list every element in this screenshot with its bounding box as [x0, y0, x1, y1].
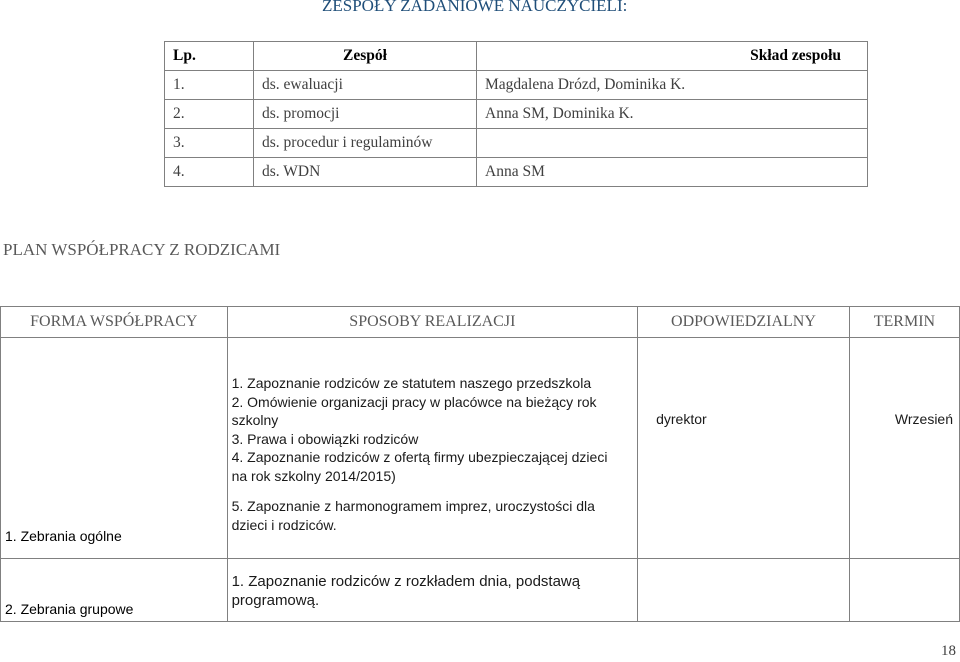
spacer	[232, 485, 634, 497]
teams-heading: ZESPOŁY ZADANIOWE NAUCZYCIELI:	[322, 0, 628, 15]
cell-lp: 2.	[165, 100, 254, 129]
plan-heading: PLAN WSPÓŁPRACY Z RODZICAMI	[3, 240, 281, 259]
list-item: 1. Zapoznanie rodziców z rozkładem dnia, podstawą	[231, 573, 581, 590]
list-item: programową.	[231, 591, 320, 609]
list-item: 2. Omówienie organizacji pracy w placówce na bieżący rok	[231, 393, 597, 410]
header-lp: Lp.	[165, 42, 254, 71]
cell-members: Magdalena Drózd, Dominika K.	[477, 71, 868, 100]
list-item: 5. Zapoznanie z harmonogramem imprez, uroczystości dla	[231, 498, 595, 514]
list-item: 4. Zapoznanie rodziców z ofertą firmy ubezpieczającej dzieci	[231, 449, 608, 465]
cell-team: ds. promocji	[254, 100, 477, 129]
table-row	[1, 338, 960, 559]
header-responsible: ODPOWIEDZIALNY	[638, 307, 850, 338]
cell-lp: 3.	[165, 129, 254, 158]
table-row	[165, 158, 868, 187]
cell-team: ds. ewaluacji	[254, 71, 477, 100]
page-number: 18	[941, 643, 956, 659]
header-methods: SPOSOBY REALIZACJI	[227, 307, 638, 338]
list-item: szkolny	[231, 412, 279, 428]
table-row	[165, 71, 868, 100]
table-row	[1, 559, 960, 622]
cell-lp: 4.	[165, 158, 254, 187]
methods-general-meetings	[227, 338, 638, 559]
coop-header-row	[1, 307, 960, 338]
list-item: na rok szkolny 2014/2015)	[231, 467, 396, 484]
responsible-group-meetings	[638, 559, 850, 622]
cell-members	[477, 129, 868, 158]
table-row	[165, 100, 868, 129]
teams-header-row	[165, 42, 868, 71]
responsible-general-meetings: dyrektor	[638, 338, 850, 559]
list-item: 3. Prawa i obowiązki rodziców	[231, 430, 419, 447]
teams-table	[164, 41, 868, 187]
form-general-meetings: 1. Zebrania ogólne	[1, 338, 228, 559]
cell-team: ds. procedur i regulaminów	[254, 129, 477, 158]
header-members: Skład zespołu	[477, 42, 868, 71]
list-item: 1. Zapoznanie rodziców ze statutem naszego przedszkola	[231, 375, 592, 391]
list-item: dzieci i rodziców.	[231, 516, 337, 533]
header-term: TERMIN	[849, 307, 959, 338]
cell-members: Anna SM, Dominika K.	[477, 100, 868, 129]
form-group-meetings: 2. Zebrania grupowe	[1, 559, 228, 622]
cell-team: ds. WDN	[254, 158, 477, 187]
header-form: FORMA WSPÓŁPRACY	[1, 307, 228, 338]
methods-group-meetings	[227, 559, 638, 622]
header-team: Zespół	[254, 42, 477, 71]
term-group-meetings	[849, 559, 959, 622]
table-row	[165, 129, 868, 158]
cell-lp: 1.	[165, 71, 254, 100]
term-general-meetings: Wrzesień	[849, 338, 959, 559]
cell-members: Anna SM	[477, 158, 868, 187]
cooperation-table	[0, 306, 960, 622]
